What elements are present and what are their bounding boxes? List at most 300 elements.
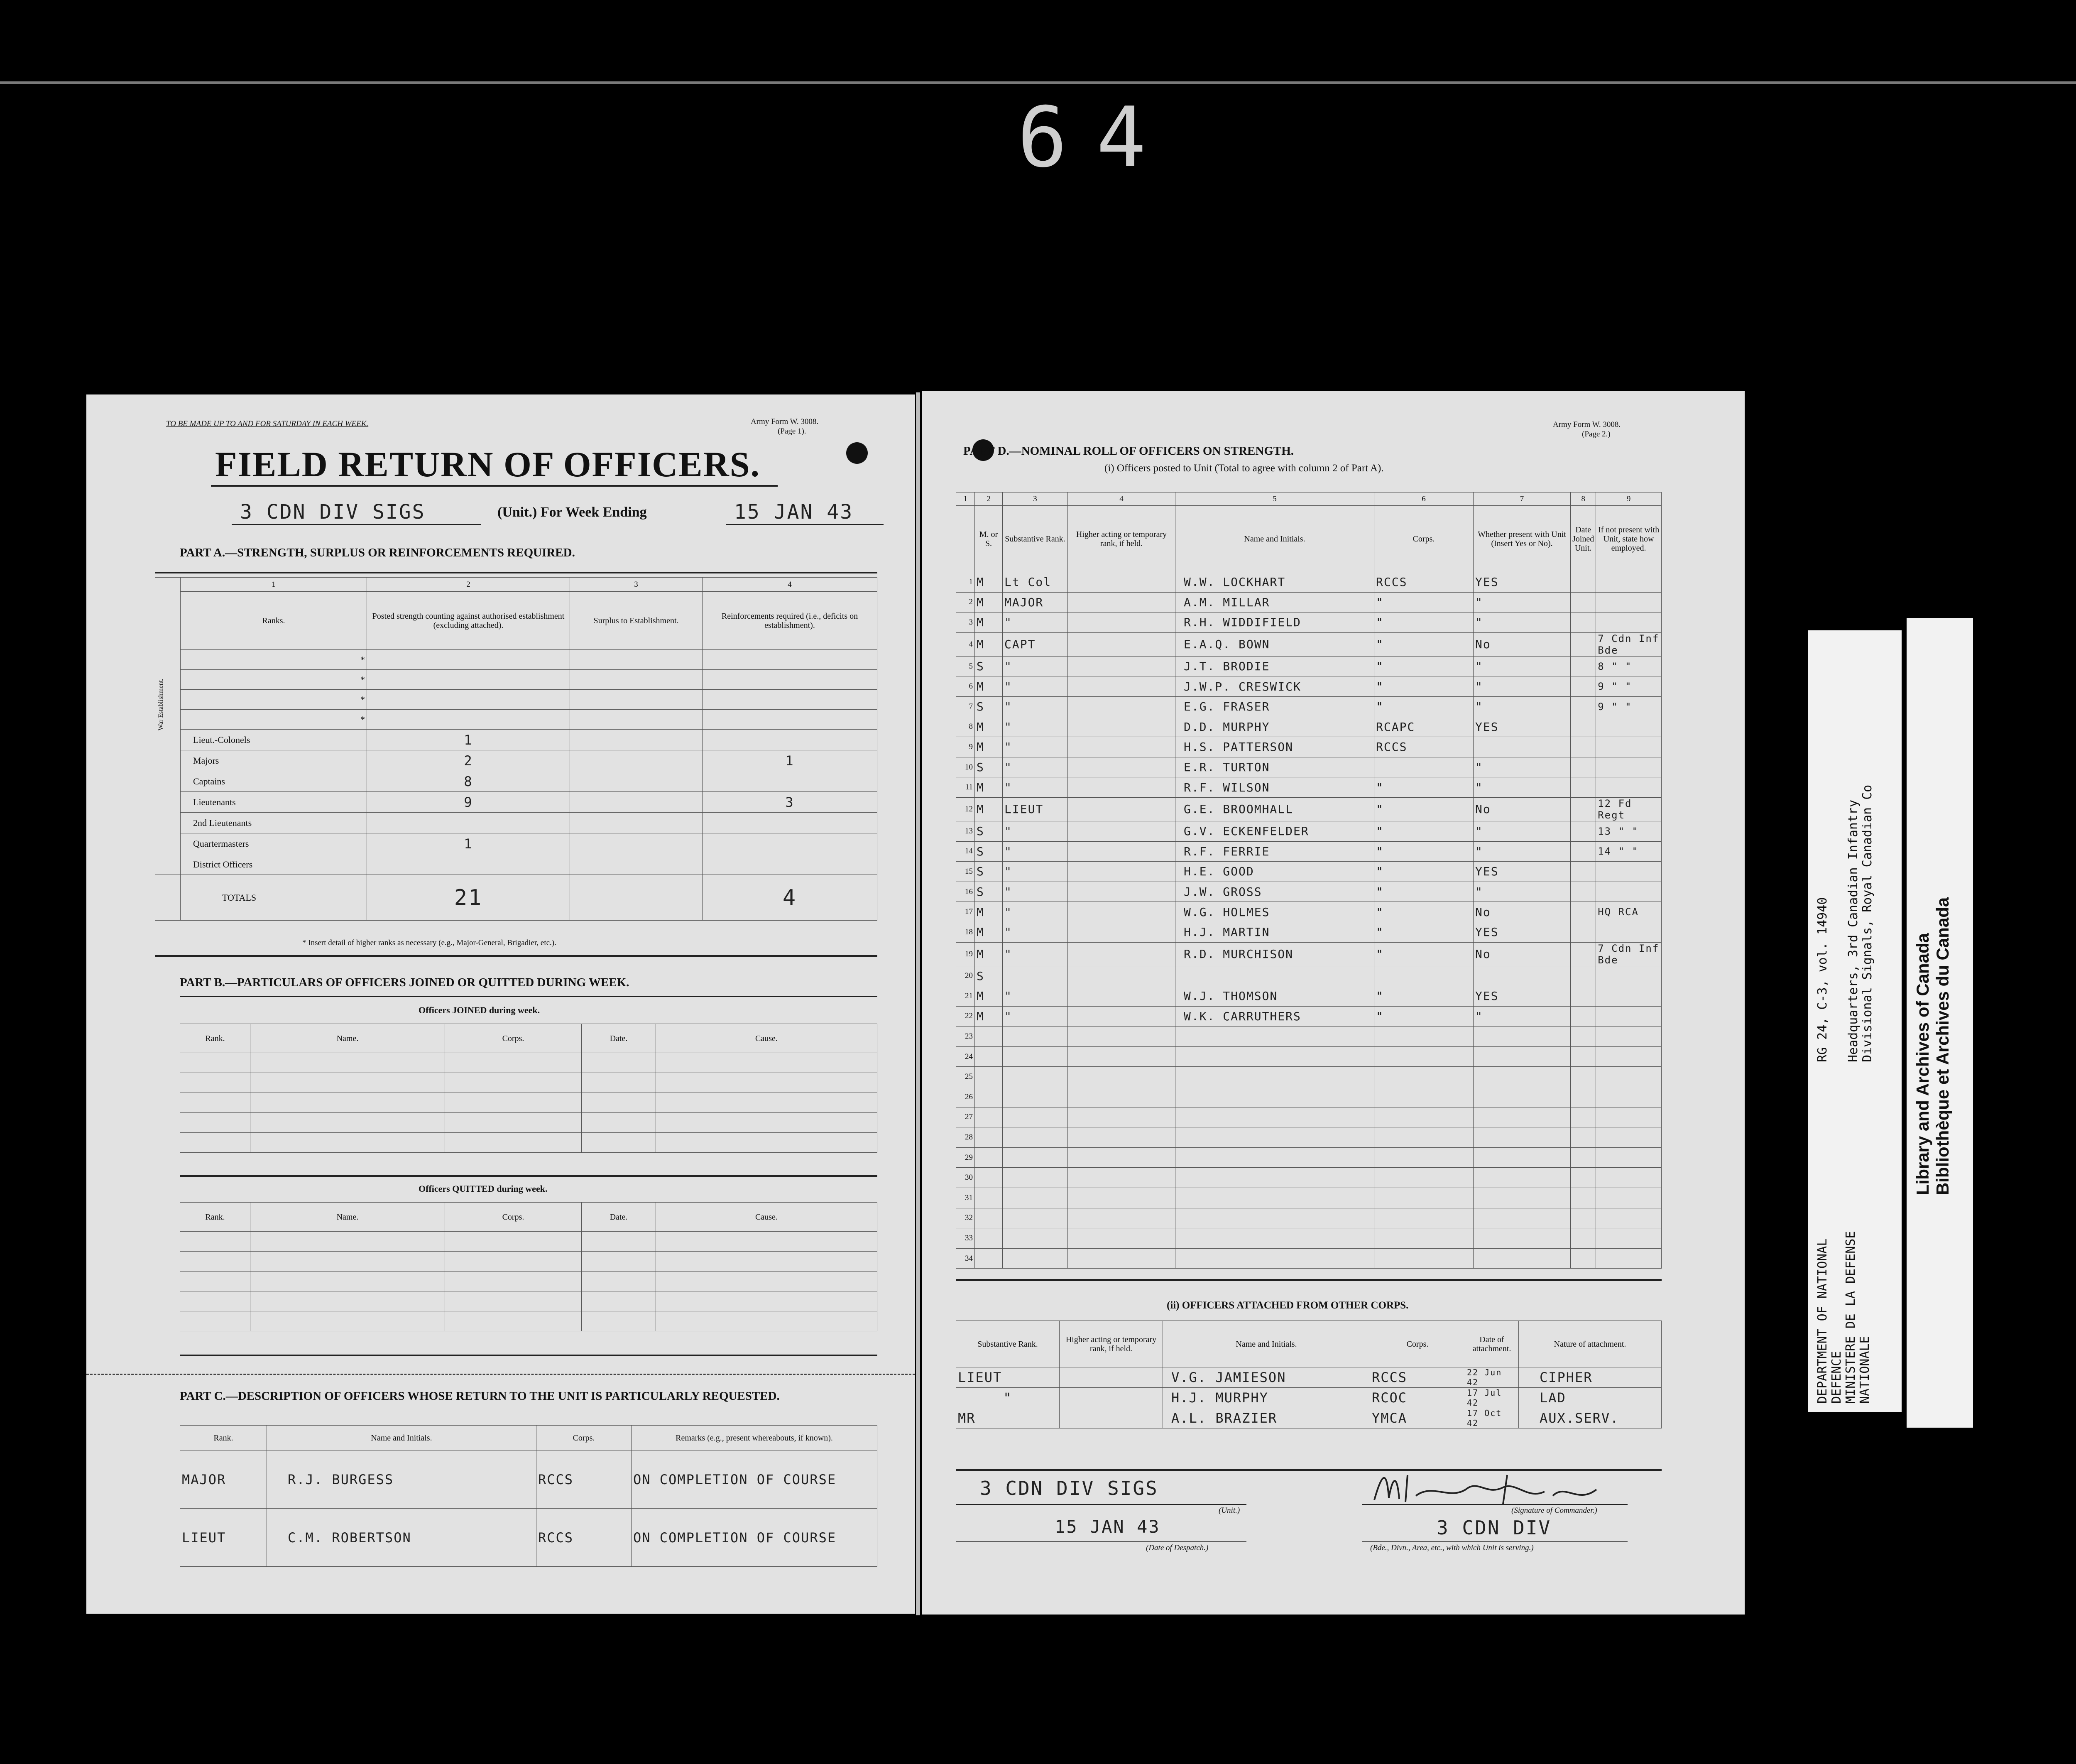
attached-table: Substantive Rank. Higher acting or temporary rank, if held. Name and Initials. Corps. Date of attachment. Nature of attachment. LIEUT V.G. JAMIESON RCCS 22 Jun 42 CIPHER " H.J. MURPHY RCOC 17 Jul 42 LAD MR A.L. BRAZIER YMCA 17 Oct 42 AUX.SERV.	[956, 1321, 1662, 1428]
roll-m-or-s: M	[975, 1006, 1003, 1027]
footer-formation-label: (Bde., Divn., Area, etc., with which Unit is serving.)	[1370, 1544, 1534, 1552]
roll-higher-rank	[1068, 1027, 1175, 1047]
roll-date-joined	[1571, 592, 1596, 612]
roll-employed	[1596, 1046, 1662, 1067]
roll-present	[1474, 1087, 1571, 1107]
roll-substantive-rank: "	[1003, 737, 1068, 757]
roll-name: J.T. BRODIE	[1175, 656, 1374, 676]
roll-row-number: 16	[956, 882, 975, 902]
part-c-heading: PART C.—DESCRIPTION OF OFFICERS WHOSE RETURN TO THE UNIT IS PARTICULARLY REQUESTED.	[180, 1389, 780, 1403]
roll-substantive-rank: Lt Col	[1003, 572, 1068, 593]
roll-employed	[1596, 922, 1662, 942]
roll-corps: "	[1374, 922, 1474, 942]
roll-m-or-s: M	[975, 612, 1003, 633]
roll-corps: "	[1374, 862, 1474, 882]
roll-higher-rank	[1068, 1168, 1175, 1188]
roll-present: YES	[1474, 862, 1571, 882]
roll-substantive-rank: "	[1003, 676, 1068, 697]
roll-name: G.V. ECKENFELDER	[1175, 821, 1374, 841]
roll-date-joined	[1571, 1107, 1596, 1127]
roll-name	[1175, 1168, 1374, 1188]
roll-employed	[1596, 592, 1662, 612]
roll-row	[956, 757, 1662, 777]
roll-row	[956, 592, 1662, 612]
roll-row-number: 26	[956, 1087, 975, 1107]
roll-present: No	[1474, 902, 1571, 922]
roll-higher-rank	[1068, 757, 1175, 777]
roll-higher-rank	[1068, 656, 1175, 676]
roll-higher-rank	[1068, 1147, 1175, 1168]
roll-substantive-rank: "	[1003, 656, 1068, 676]
roll-name	[1175, 1248, 1374, 1269]
roll-present: YES	[1474, 717, 1571, 737]
roll-m-or-s: M	[975, 737, 1003, 757]
roll-date-joined	[1571, 797, 1596, 821]
punch-hole	[846, 442, 868, 464]
roll-name: H.S. PATTERSON	[1175, 737, 1374, 757]
roll-row-number: 4	[956, 632, 975, 656]
roll-employed: 8 " "	[1596, 656, 1662, 676]
roll-present	[1474, 1208, 1571, 1228]
title-underline	[211, 485, 778, 487]
part-a-bottom-rule	[155, 955, 877, 957]
roll-present	[1474, 737, 1571, 757]
roll-m-or-s: M	[975, 572, 1003, 593]
roll-row	[956, 1248, 1662, 1269]
footer-unit-value: 3 CDN DIV SIGS	[980, 1477, 1158, 1499]
roll-date-joined	[1571, 1248, 1596, 1269]
roll-substantive-rank: "	[1003, 821, 1068, 841]
roll-row-number: 30	[956, 1168, 975, 1188]
joined-bottom-rule	[180, 1175, 877, 1177]
roll-m-or-s: S	[975, 841, 1003, 862]
col-number: 1	[181, 578, 367, 592]
roll-corps: RCCS	[1374, 572, 1474, 593]
roll-name	[1175, 1147, 1374, 1168]
rank-row: Captains 8	[155, 771, 877, 792]
joined-table: Rank. Name. Corps. Date. Cause.	[180, 1024, 877, 1153]
rank-row: Lieut.-Colonels 1	[155, 730, 877, 750]
roll-present: "	[1474, 841, 1571, 862]
roll-row-number: 17	[956, 902, 975, 922]
roll-present: YES	[1474, 572, 1571, 593]
roll-corps: "	[1374, 942, 1474, 966]
roll-m-or-s: M	[975, 942, 1003, 966]
roll-date-joined	[1571, 1006, 1596, 1027]
roll-substantive-rank	[1003, 1188, 1068, 1208]
roll-date-joined	[1571, 1027, 1596, 1047]
footer-date-label: (Date of Despatch.)	[1146, 1544, 1209, 1552]
roll-name: D.D. MURPHY	[1175, 717, 1374, 737]
roll-row	[956, 656, 1662, 676]
roll-employed: 7 Cdn Inf Bde	[1596, 942, 1662, 966]
roll-higher-rank	[1068, 902, 1175, 922]
footer-signature-line	[1362, 1504, 1628, 1505]
roll-substantive-rank: "	[1003, 882, 1068, 902]
roll-row	[956, 986, 1662, 1007]
roll-substantive-rank: "	[1003, 986, 1068, 1007]
roll-row	[956, 1228, 1662, 1249]
roll-substantive-rank	[1003, 1208, 1068, 1228]
roll-employed	[1596, 966, 1662, 986]
roll-date-joined	[1571, 841, 1596, 862]
roll-row	[956, 696, 1662, 717]
archive-description: Headquarters, 3rd Canadian Infantry Divisional Signals, Royal Canadian Co	[1846, 784, 1875, 1062]
roll-present	[1474, 1228, 1571, 1249]
roll-substantive-rank: "	[1003, 612, 1068, 633]
header-ranks: Ranks.	[181, 592, 367, 650]
roll-row-number: 25	[956, 1067, 975, 1087]
roll-present: "	[1474, 821, 1571, 841]
roll-m-or-s	[975, 1168, 1003, 1188]
roll-row-number: 34	[956, 1248, 975, 1269]
roll-substantive-rank: "	[1003, 862, 1068, 882]
roll-m-or-s	[975, 1046, 1003, 1067]
roll-name: H.E. GOOD	[1175, 862, 1374, 882]
roll-higher-rank	[1068, 966, 1175, 986]
roll-employed	[1596, 1188, 1662, 1208]
roll-employed	[1596, 1127, 1662, 1148]
header-higher-rank: Higher acting or temporary rank, if held.	[1068, 506, 1175, 572]
roll-employed: 7 Cdn Inf Bde	[1596, 632, 1662, 656]
roll-row	[956, 862, 1662, 882]
roll-date-joined	[1571, 1046, 1596, 1067]
roll-higher-rank	[1068, 1107, 1175, 1127]
roll-corps: "	[1374, 821, 1474, 841]
roll-corps	[1374, 1208, 1474, 1228]
roll-row-number: 9	[956, 737, 975, 757]
roll-name: W.W. LOCKHART	[1175, 572, 1374, 593]
header-corps: Corps.	[1374, 506, 1474, 572]
unit-value: 3 CDN DIV SIGS	[240, 500, 426, 524]
roll-date-joined	[1571, 986, 1596, 1007]
roll-row-number: 2	[956, 592, 975, 612]
roll-higher-rank	[1068, 717, 1175, 737]
roll-corps: "	[1374, 1006, 1474, 1027]
roll-m-or-s	[975, 1248, 1003, 1269]
header-surplus: Surplus to Establishment.	[570, 592, 703, 650]
roll-employed	[1596, 572, 1662, 593]
roll-corps	[1374, 1107, 1474, 1127]
roll-employed: HQ RCA	[1596, 902, 1662, 922]
roll-substantive-rank	[1003, 1107, 1068, 1127]
roll-row-number: 13	[956, 821, 975, 841]
roll-higher-rank	[1068, 592, 1175, 612]
roll-row-number: 14	[956, 841, 975, 862]
roll-m-or-s	[975, 1127, 1003, 1148]
roll-date-joined	[1571, 821, 1596, 841]
roll-m-or-s: S	[975, 656, 1003, 676]
roll-row-number: 12	[956, 797, 975, 821]
rank-row: 2nd Lieutenants	[155, 813, 877, 833]
roll-m-or-s	[975, 1228, 1003, 1249]
roll-corps: "	[1374, 797, 1474, 821]
roll-name: W.K. CARRUTHERS	[1175, 1006, 1374, 1027]
roll-present	[1474, 1248, 1571, 1269]
roll-corps: RCCS	[1374, 737, 1474, 757]
roll-present	[1474, 1168, 1571, 1188]
roll-date-joined	[1571, 757, 1596, 777]
footer-unit-label: (Unit.)	[1219, 1506, 1240, 1515]
roll-name	[1175, 1127, 1374, 1148]
roll-higher-rank	[1068, 986, 1175, 1007]
roll-substantive-rank: "	[1003, 696, 1068, 717]
roll-date-joined	[1571, 942, 1596, 966]
roll-row-number: 20	[956, 966, 975, 986]
lac-name: Library and Archives of Canada Bibliothèque et Archives du Canada	[1913, 897, 1952, 1195]
roll-m-or-s: M	[975, 986, 1003, 1007]
header-substantive-rank: Substantive Rank.	[1003, 506, 1068, 572]
film-edge-line	[0, 81, 2076, 84]
roll-substantive-rank	[1003, 1228, 1068, 1249]
part-a-table: War Establishment. 1 2 3 4 Ranks. Posted strength counting against authorised establishment (excluding attached). Surplus to Establishment. Reinforcements required (i.e., deficits on establishment). * * * * Lieut.-Colonels 1 Majors 2 1 Captains 8 Lieutenants 9 3 2nd Lieutenants Quartermasters 1 District Officers TOTALS 21 4	[155, 577, 877, 921]
roll-employed: 13 " "	[1596, 821, 1662, 841]
roll-present: "	[1474, 882, 1571, 902]
roll-employed	[1596, 882, 1662, 902]
roll-substantive-rank	[1003, 1248, 1068, 1269]
roll-substantive-rank	[1003, 1168, 1068, 1188]
roll-higher-rank	[1068, 821, 1175, 841]
roll-row-number: 24	[956, 1046, 975, 1067]
roll-name: W.G. HOLMES	[1175, 902, 1374, 922]
week-ending-value: 15 JAN 43	[734, 500, 854, 524]
roll-present	[1474, 1067, 1571, 1087]
roll-name	[1175, 1046, 1374, 1067]
unit-underline	[232, 524, 481, 525]
roll-row-number: 22	[956, 1006, 975, 1027]
header-date-joined: Date Joined Unit.	[1571, 506, 1596, 572]
roll-date-joined	[1571, 612, 1596, 633]
roll-date-joined	[1571, 922, 1596, 942]
roll-date-joined	[1571, 676, 1596, 697]
roll-substantive-rank	[1003, 1067, 1068, 1087]
roll-higher-rank	[1068, 572, 1175, 593]
roll-substantive-rank: "	[1003, 717, 1068, 737]
rank-row: Lieutenants 9 3	[155, 792, 877, 813]
roll-present	[1474, 1027, 1571, 1047]
commander-signature	[1370, 1467, 1603, 1512]
roll-present: "	[1474, 777, 1571, 798]
col-number: 3	[570, 578, 703, 592]
part-a-footnote: * Insert detail of higher ranks as necessary (e.g., Major-General, Brigadier, etc.).	[302, 938, 556, 947]
roll-row-number: 33	[956, 1228, 975, 1249]
joined-title: Officers JOINED during week.	[419, 1005, 540, 1015]
roll-present: No	[1474, 632, 1571, 656]
roll-name: R.F. WILSON	[1175, 777, 1374, 798]
roll-date-joined	[1571, 1188, 1596, 1208]
roll-date-joined	[1571, 1208, 1596, 1228]
roll-row	[956, 882, 1662, 902]
roll-higher-rank	[1068, 632, 1175, 656]
roll-date-joined	[1571, 902, 1596, 922]
roll-corps: RCAPC	[1374, 717, 1474, 737]
perforation-line	[86, 1374, 915, 1375]
roll-employed	[1596, 1006, 1662, 1027]
header-name: Name and Initials.	[1175, 506, 1374, 572]
roll-row	[956, 841, 1662, 862]
roll-corps	[1374, 1188, 1474, 1208]
roll-m-or-s: S	[975, 862, 1003, 882]
roll-date-joined	[1571, 1147, 1596, 1168]
roll-m-or-s: M	[975, 717, 1003, 737]
roll-date-joined	[1571, 737, 1596, 757]
roll-name: A.M. MILLAR	[1175, 592, 1374, 612]
roll-name	[1175, 1067, 1374, 1087]
roll-row-number: 19	[956, 942, 975, 966]
roll-present: No	[1474, 942, 1571, 966]
part-c-row: MAJOR R.J. BURGESS RCCS ON COMPLETION OF COURSE	[180, 1450, 877, 1509]
roll-substantive-rank	[1003, 966, 1068, 986]
roll-corps: "	[1374, 986, 1474, 1007]
roll-corps	[1374, 1147, 1474, 1168]
roll-employed: 9 " "	[1596, 676, 1662, 697]
roll-present	[1474, 1188, 1571, 1208]
roll-employed	[1596, 757, 1662, 777]
archive-department: DEPARTMENT OF NATIONAL DEFENCE MINISTERE DE LA DEFENSE NATIONALE	[1815, 1231, 1872, 1404]
roll-m-or-s: S	[975, 821, 1003, 841]
archive-reference: RG 24, C-3, vol. 14940	[1815, 897, 1830, 1062]
roll-substantive-rank	[1003, 1087, 1068, 1107]
header-posted: Posted strength counting against authorised establishment (excluding attached).	[367, 592, 570, 650]
roll-employed	[1596, 1248, 1662, 1269]
footer-signature-label: (Signature of Commander.)	[1511, 1506, 1597, 1515]
roll-row	[956, 777, 1662, 798]
roll-employed	[1596, 1067, 1662, 1087]
unit-label: (Unit.) For Week Ending	[497, 505, 647, 520]
roll-substantive-rank: "	[1003, 841, 1068, 862]
roll-m-or-s: S	[975, 882, 1003, 902]
roll-row	[956, 717, 1662, 737]
roll-m-or-s: M	[975, 922, 1003, 942]
roll-higher-rank	[1068, 922, 1175, 942]
roll-present: No	[1474, 797, 1571, 821]
roll-name: W.J. THOMSON	[1175, 986, 1374, 1007]
rank-row: Majors 2 1	[155, 750, 877, 771]
roll-name: J.W. GROSS	[1175, 882, 1374, 902]
roll-row	[956, 1027, 1662, 1047]
roll-corps: "	[1374, 592, 1474, 612]
roll-corps: "	[1374, 902, 1474, 922]
roll-row	[956, 797, 1662, 821]
roll-corps: "	[1374, 632, 1474, 656]
roll-m-or-s: S	[975, 757, 1003, 777]
roll-higher-rank	[1068, 1188, 1175, 1208]
quitted-table: Rank. Name. Corps. Date. Cause.	[180, 1202, 877, 1331]
date-underline	[726, 524, 884, 525]
roll-m-or-s	[975, 1147, 1003, 1168]
roll-name: H.J. MARTIN	[1175, 922, 1374, 942]
roll-row	[956, 612, 1662, 633]
roll-name: J.W.P. CRESWICK	[1175, 676, 1374, 697]
roll-m-or-s: M	[975, 797, 1003, 821]
part-c-row: LIEUT C.M. ROBERTSON RCCS ON COMPLETION OF COURSE	[180, 1509, 877, 1567]
roll-name: E.A.Q. BOWN	[1175, 632, 1374, 656]
roll-corps	[1374, 1067, 1474, 1087]
roll-substantive-rank: "	[1003, 1006, 1068, 1027]
roll-higher-rank	[1068, 1248, 1175, 1269]
roll-row	[956, 1067, 1662, 1087]
roll-present: YES	[1474, 922, 1571, 942]
form-title: FIELD RETURN OF OFFICERS.	[215, 444, 761, 484]
roll-employed	[1596, 1147, 1662, 1168]
roll-employed	[1596, 1228, 1662, 1249]
form-number: Army Form W. 3008.	[1553, 420, 1621, 429]
part-d-subheading: (i) Officers posted to Unit (Total to agree with column 2 of Part A).	[1104, 463, 1384, 474]
roll-corps	[1374, 757, 1474, 777]
totals-row: TOTALS 21 4	[155, 875, 877, 921]
roll-higher-rank	[1068, 1127, 1175, 1148]
roll-employed	[1596, 1168, 1662, 1188]
roll-m-or-s: S	[975, 966, 1003, 986]
roll-present	[1474, 966, 1571, 986]
roll-row	[956, 676, 1662, 697]
roll-higher-rank	[1068, 1006, 1175, 1027]
roll-row-number: 27	[956, 1107, 975, 1127]
roll-name	[1175, 1107, 1374, 1127]
roll-row-number: 10	[956, 757, 975, 777]
roll-name: R.H. WIDDIFIELD	[1175, 612, 1374, 633]
roll-row-number: 8	[956, 717, 975, 737]
roll-higher-rank	[1068, 1087, 1175, 1107]
roll-higher-rank	[1068, 696, 1175, 717]
nominal-roll-table: 1 2 3 4 5 6 7 8 9 M. or S. Substantive Rank. Higher acting or temporary rank, if held. Name and Initials. Corps. Whether present with Unit (Insert Yes or No). Date Joined Unit. If not present with Unit, state how employed. 1 M Lt Col W.W. LOCKHART RCCS YES 2 M MAJOR A.M. MILLAR " " 3 M " R.H. WIDDIFIELD " " 4 M CAPT E.A.Q. BOWN " No 7 Cdn Inf Bde 5 S " J.T. BRODIE " " 8 " " 6 M " J.W.P. CRESWICK " " 9 " " 7 S " E.G. FRASER " " 9 " " 8 M " D.D. MURPHY RCAPC YES 9 M " H.S. PATTERSON RCCS 10 S " E.R. TURTON " 11 M " R.F. WILSON " " 12 M LIEUT G.E. BROOMHALL " No 12 Fd Regt 13 S " G.V. ECKENFELDER " " 13 " " 14 S " R.F. FERRIE " " 14 " " 15 S " H.E. GOOD " YES 16 S " J.W. GROSS " " 17 M " W.G. HOLMES " No HQ RCA 18 M " H.J. MARTIN " YES 19 M " R.D. MURCHISON " No 7 Cdn Inf Bde 20 S 21 M " W.J. THOMSON " YES 22 M " W.K. CARRUTHERS " " 23 24 25 26 27 28 29 30 31 32 33 34	[956, 492, 1662, 1269]
roll-corps	[1374, 966, 1474, 986]
roll-substantive-rank: CAPT	[1003, 632, 1068, 656]
form-page-2	[922, 391, 1745, 1615]
roll-employed	[1596, 862, 1662, 882]
roll-date-joined	[1571, 777, 1596, 798]
roll-row-number: 15	[956, 862, 975, 882]
roll-name	[1175, 1208, 1374, 1228]
roll-substantive-rank	[1003, 1027, 1068, 1047]
roll-name: E.G. FRASER	[1175, 696, 1374, 717]
roll-employed	[1596, 777, 1662, 798]
part-c-table: Rank. Name and Initials. Corps. Remarks (e.g., present whereabouts, if known). MAJOR R.J. BURGESS RCCS ON COMPLETION OF COURSE LIEUT C.M. ROBERTSON RCCS ON COMPLETION OF COURSE	[180, 1425, 877, 1567]
roll-higher-rank	[1068, 797, 1175, 821]
roll-name: G.E. BROOMHALL	[1175, 797, 1374, 821]
roll-row-number: 32	[956, 1208, 975, 1228]
roll-employed: 12 Fd Regt	[1596, 797, 1662, 821]
roll-row-number: 18	[956, 922, 975, 942]
attached-row: " H.J. MURPHY RCOC 17 Jul 42 LAD	[956, 1388, 1662, 1408]
header-employed: If not present with Unit, state how employed.	[1596, 506, 1662, 572]
roll-employed	[1596, 1027, 1662, 1047]
roll-present	[1474, 1107, 1571, 1127]
roll-row-number: 5	[956, 656, 975, 676]
roll-m-or-s: M	[975, 592, 1003, 612]
roll-row	[956, 1006, 1662, 1027]
footer-date-value: 15 JAN 43	[1055, 1517, 1160, 1537]
footer-unit-line	[956, 1504, 1246, 1505]
roll-date-joined	[1571, 1127, 1596, 1148]
roll-row	[956, 1208, 1662, 1228]
roll-corps: "	[1374, 841, 1474, 862]
roll-row-number: 11	[956, 777, 975, 798]
roll-substantive-rank	[1003, 1127, 1068, 1148]
roll-present: "	[1474, 757, 1571, 777]
roll-present: "	[1474, 656, 1571, 676]
roll-employed	[1596, 737, 1662, 757]
roll-present: YES	[1474, 986, 1571, 1007]
form-page-1	[86, 394, 915, 1614]
footer-date-line	[956, 1541, 1246, 1542]
roll-row	[956, 1107, 1662, 1127]
roll-name	[1175, 1087, 1374, 1107]
roll-corps: "	[1374, 656, 1474, 676]
roll-employed	[1596, 1208, 1662, 1228]
roll-date-joined	[1571, 882, 1596, 902]
roll-present	[1474, 1147, 1571, 1168]
